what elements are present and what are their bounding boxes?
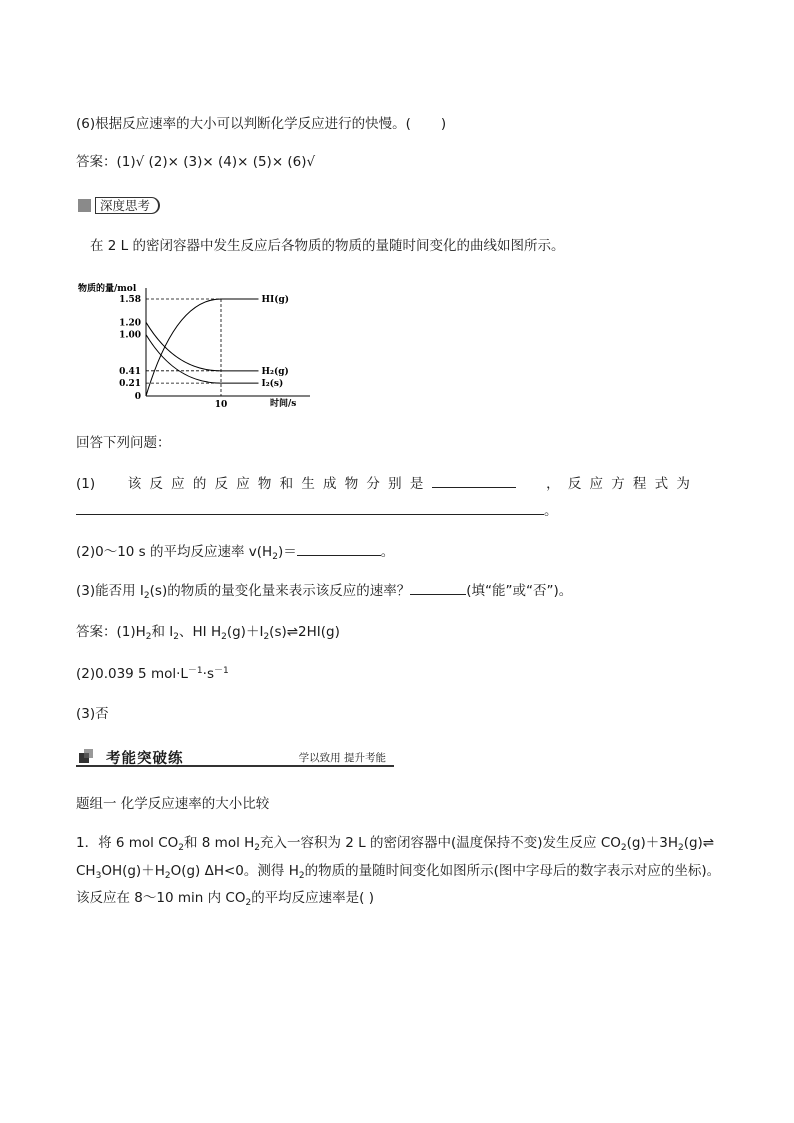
y-axis-label: 物质的量/mol bbox=[78, 284, 137, 294]
question-3: (3)能否用 $I_2(s)$的物质的量变化量来表示该反应的速率？ (填“能”或“否”)。 bbox=[76, 580, 572, 606]
yes-no-blank[interactable] bbox=[410, 580, 466, 595]
y-tick-label: 0.41 bbox=[119, 366, 141, 377]
answer-2: (2)0.039 5 $mol\cdot L^{-1}\cdot s^{-1}$ bbox=[76, 666, 229, 682]
section-rule bbox=[76, 765, 394, 767]
answer-block-1: 答案：(1)√ (2)× (3)× (4)× (5)× (6)√ bbox=[76, 154, 316, 170]
y-tick-label: 1.00 bbox=[119, 330, 141, 341]
guide-lines bbox=[146, 299, 221, 396]
answer-blank[interactable] bbox=[432, 473, 516, 488]
problem-1-line-3: 该反应在 8～10 min 内 $CO_2$的平均反应速率是( ) bbox=[76, 890, 375, 908]
y-tick-label: 0 bbox=[134, 392, 141, 402]
question-1: (1) 该反应的反应物和生成物分别是 ，反应方程式为 bbox=[76, 473, 698, 494]
problem-1-line-1: 1．将 6 mol $CO_2$和 8 mol $H_2$充入一容积为 2 L 的密闭容器中(温度保持不变)发生反应 $CO_2(g)+3H_2(g)\rightleftharpoons$ bbox=[76, 835, 715, 853]
x-tick-labels bbox=[215, 400, 228, 410]
x-tick-label: 10 bbox=[214, 400, 228, 410]
section-header bbox=[76, 747, 394, 767]
series-curves bbox=[146, 299, 259, 396]
y-tick-label: 0.21 bbox=[119, 379, 141, 390]
problem-1-line-2: $CH_3OH(g)+H_2O(g)$ ΔH<0。测得 $H_2$的物质的量随时间变化如图所示(图中字母后的数字表示对应的坐标)。 bbox=[76, 863, 721, 881]
series-label: HI(g) bbox=[261, 294, 290, 305]
prompt-text: 回答下列问题： bbox=[76, 435, 171, 451]
question-2: (2)0～10 s 的平均反应速率 $v(H_2)=$ 。 bbox=[76, 541, 394, 567]
equation-blank[interactable] bbox=[76, 500, 544, 515]
series-labels bbox=[262, 294, 290, 389]
question-6: (6)根据反应速率的大小可以判断化学反应进行的快慢。( ) bbox=[76, 116, 447, 132]
series-line bbox=[146, 322, 259, 371]
x-axis-label: 时间/s bbox=[270, 399, 297, 409]
square-icon bbox=[78, 199, 91, 212]
y-tick-labels bbox=[119, 295, 141, 402]
series-label: H₂(g) bbox=[261, 366, 289, 377]
answer-1: 答案：$(1)H_2$和 $I_2$、HI $H_2(g)+I_2(s)\rightleftharpoons 2HI(g)$ bbox=[76, 624, 340, 642]
section-icon bbox=[79, 749, 93, 763]
rate-blank[interactable] bbox=[297, 541, 381, 556]
series-line bbox=[146, 299, 259, 396]
amount-time-chart bbox=[74, 276, 314, 410]
deep-thinking-tag bbox=[78, 197, 160, 213]
y-tick-label: 1.58 bbox=[119, 294, 141, 305]
answer-3: (3)否 bbox=[76, 706, 109, 722]
intro-text: 在 2 L 的密闭容器中发生反应后各物质的物质的量随时间变化的曲线如图所示。 bbox=[90, 238, 565, 254]
section-title: 考能突破练 bbox=[106, 751, 184, 767]
series-line bbox=[146, 335, 259, 384]
question-1-line-2: 。 bbox=[76, 500, 558, 521]
tag-label: 深度思考 bbox=[95, 197, 160, 214]
series-label: I₂(s) bbox=[261, 379, 284, 390]
y-tick-label: 1.20 bbox=[119, 318, 141, 329]
section-subtitle: 学以致用 提升考能 bbox=[298, 752, 386, 764]
group-title: 题组一 化学反应速率的大小比较 bbox=[76, 796, 270, 812]
